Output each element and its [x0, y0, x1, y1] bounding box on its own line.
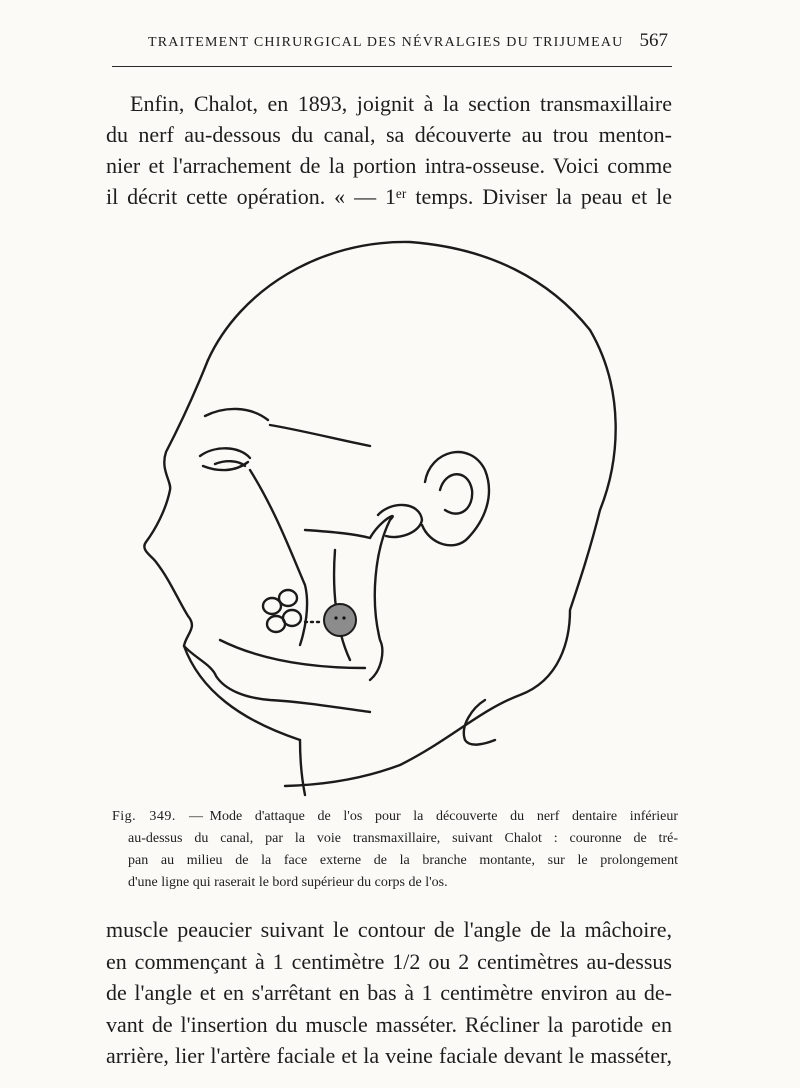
- bottom-paragraph-line: vant de l'insertion du muscle masséter. Récliner la parotide en: [106, 1011, 672, 1037]
- ear-inner: [440, 474, 472, 513]
- caption-line: au-dessus du canal, par la voie transmaxillaire, suivant Chalot : couronne de tré-: [128, 831, 678, 846]
- tooth: [279, 590, 297, 606]
- header-rule: [112, 66, 672, 67]
- figure-349-illustration: [100, 220, 660, 800]
- bottom-paragraph: [106, 914, 672, 1072]
- figure-caption: [112, 806, 678, 894]
- caption-line: pan au milieu de la face externe de la branche montante, sur le prolongement: [128, 853, 678, 868]
- skull-outline: [208, 242, 616, 786]
- bottom-paragraph-line: en commençant à 1 centimètre 1/2 ou 2 centimètres au-dessus: [106, 948, 672, 974]
- cheek-contour: [250, 470, 307, 645]
- caption-line: Mode d'attaque de l'os pour la découverte du nerf dentaire inférieur: [209, 809, 678, 824]
- running-head: [148, 30, 668, 52]
- top-paragraph-line: il décrit cette opération. « — 1ᵉʳ temps. Diviser la peau et le: [106, 184, 672, 209]
- running-head-title: TRAITEMENT CHIRURGICAL DES NÉVRALGIES DU TRIJUMEAU: [148, 35, 624, 50]
- top-paragraph-line: nier et l'arrachement de la portion intra-osseuse. Voici comme: [106, 153, 672, 178]
- trephine-dot: [342, 616, 345, 619]
- top-paragraph-line: du nerf au-dessous du canal, sa découverte au trou menton-: [106, 122, 672, 147]
- page-number: 567: [639, 30, 668, 51]
- top-paragraph: [106, 88, 672, 212]
- head-profile-drawing: [100, 220, 660, 800]
- figure-label: Fig. 349. —: [112, 809, 204, 824]
- bottom-paragraph-line: muscle peaucier suivant le contour de l'angle de la mâchoire,: [106, 917, 672, 942]
- eye-upper: [200, 448, 250, 458]
- trephine-dot: [334, 616, 337, 619]
- temporal-line: [270, 425, 370, 446]
- bottom-paragraph-line: arrière, lier l'artère faciale et la veine faciale devant le masséter,: [106, 1043, 672, 1068]
- bottom-paragraph-line: de l'angle et en s'arrêtant en bas à 1 centimètre environ au de-: [106, 980, 672, 1005]
- caption-line: d'une ligne qui raserait le bord supérieur du corps de l'os.: [128, 875, 448, 890]
- top-paragraph-line: Enfin, Chalot, en 1893, joignit à la section transmaxillaire: [130, 91, 672, 116]
- tooth: [283, 610, 301, 626]
- neck-line: [300, 740, 305, 795]
- trephine-crown: [324, 604, 356, 636]
- ear-outline: [422, 452, 489, 545]
- brow-line: [205, 409, 268, 420]
